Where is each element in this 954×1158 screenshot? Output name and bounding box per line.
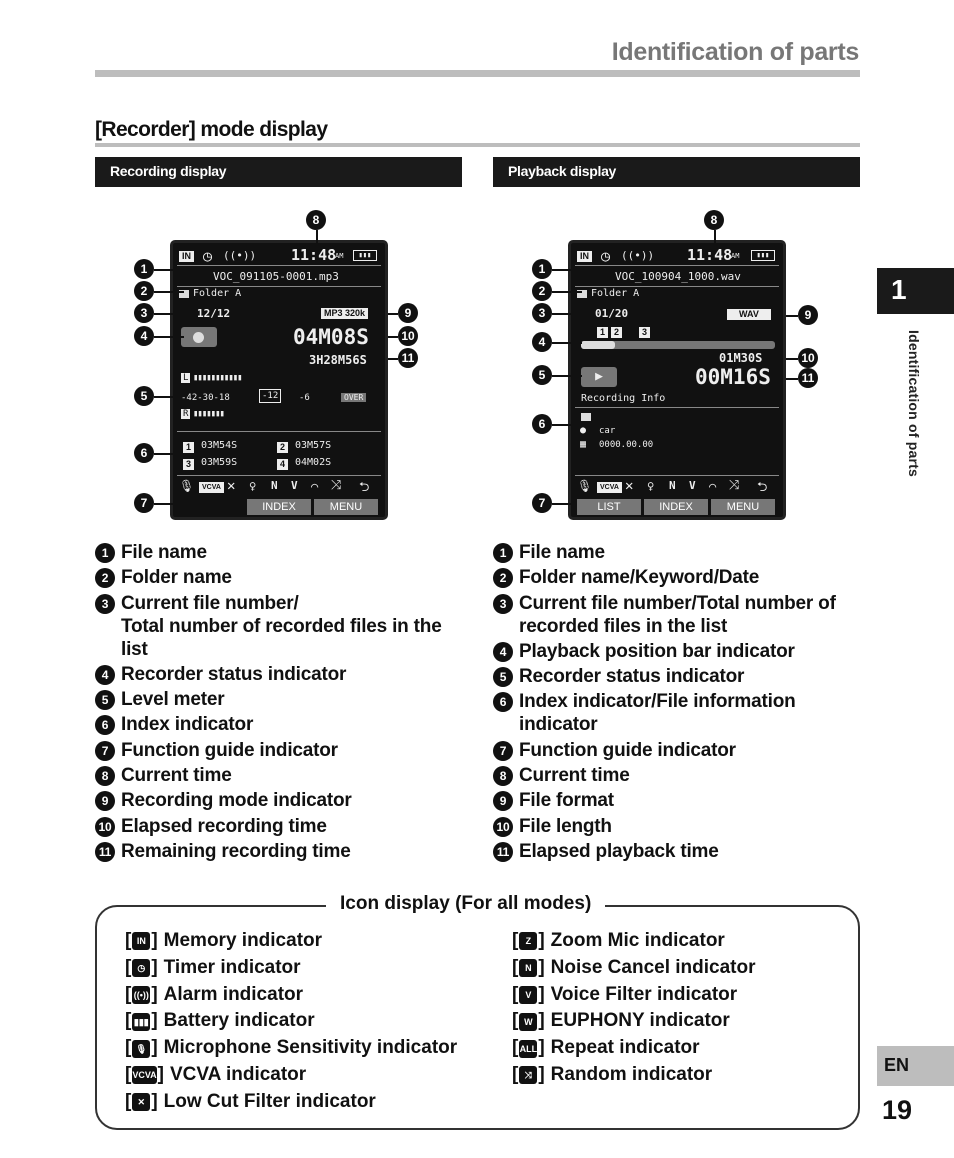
- recording-display-screen: [170, 240, 388, 520]
- item-text: Elapsed playback time: [519, 840, 719, 862]
- level-scale: -42-30-18: [181, 393, 230, 403]
- date-value: 0000.00.00: [599, 440, 654, 450]
- play-callout-line: [552, 291, 582, 293]
- recording-part-item: [95, 815, 455, 838]
- level-r-label: R: [183, 409, 189, 419]
- legend-text: Random indicator: [550, 1063, 713, 1085]
- playback-part-item: [493, 541, 863, 564]
- low-cut-filter-icon: ✕: [625, 478, 634, 494]
- item-number: 5: [493, 667, 513, 687]
- item-text: File length: [519, 815, 612, 837]
- item-number: 1: [95, 543, 115, 563]
- legend-icon: ✕: [132, 1093, 150, 1111]
- recording-part-item: [95, 713, 455, 736]
- section-title: [Recorder] mode display: [95, 118, 328, 141]
- play-callout-8: 8: [704, 210, 724, 230]
- zoom-mic-icon: ♀: [647, 479, 655, 493]
- voice-filter-icon: V: [291, 479, 298, 492]
- rec-callout-1: 1: [134, 259, 154, 279]
- item-number: 8: [493, 766, 513, 786]
- item-text: Playback position bar indicator: [519, 640, 795, 662]
- item-number: 7: [95, 741, 115, 761]
- item-text: Recorder status indicator: [519, 666, 745, 688]
- rec-callout-line: [154, 269, 184, 271]
- calendar-icon: ▦: [580, 439, 587, 450]
- legend-icon: ◷: [132, 959, 150, 977]
- item-number: 3: [493, 594, 513, 614]
- item-number: 4: [95, 665, 115, 685]
- item-number: 10: [95, 817, 115, 837]
- play-status-icon: ▶: [581, 367, 617, 387]
- keyword-value: car: [599, 426, 616, 436]
- play-callout-line: [552, 313, 582, 315]
- icon-legend-row: [ ◷ ] Timer indicator: [125, 955, 457, 982]
- item-text: File name: [121, 542, 207, 563]
- play-callout-7: 7: [532, 493, 552, 513]
- section-rule: [95, 143, 860, 147]
- file-length: 01M30S: [719, 351, 763, 365]
- legend-icon: VCVA: [132, 1066, 156, 1084]
- menu-button: MENU: [711, 499, 775, 515]
- playback-part-item: [493, 840, 863, 863]
- random-icon: ⤨: [331, 478, 342, 493]
- random-icon: ⤨: [729, 478, 740, 493]
- vcva-icon: VCVA: [597, 482, 622, 493]
- rec-callout-7: 7: [134, 493, 154, 513]
- rec-callout-line: [154, 503, 176, 505]
- icon-list-left: [125, 928, 457, 1116]
- play-callout-line: [552, 424, 574, 426]
- noise-cancel-icon: N: [669, 479, 676, 492]
- item-text: Elapsed recording time: [121, 815, 327, 837]
- item-text: Current file number/ Total number of recorded files in the list: [121, 592, 442, 660]
- recording-part-item: [95, 789, 455, 812]
- play-callout-line: [714, 230, 716, 244]
- level-six: -6: [299, 393, 310, 403]
- rec-callout-10: 10: [398, 326, 418, 346]
- item-number: 10: [493, 817, 513, 837]
- playback-part-item: [493, 815, 863, 838]
- item-text: Remaining recording time: [121, 840, 351, 862]
- legend-text: EUPHONY indicator: [550, 1010, 730, 1032]
- mic-sensitivity-icon: 🎙: [179, 479, 195, 493]
- separator: [177, 431, 381, 432]
- elapsed-playback-time: 00M16S: [695, 365, 771, 389]
- low-cut-filter-icon: ✕: [227, 478, 236, 494]
- rec-callout-4: 4: [134, 326, 154, 346]
- euphony-icon: ⌒: [311, 479, 319, 493]
- item-text: Function guide indicator: [121, 739, 338, 761]
- playback-part-item: [493, 764, 863, 787]
- icon-legend-row: [ IN ] Memory indicator: [125, 928, 457, 955]
- item-number: 3: [95, 594, 115, 614]
- rec-callout-line: [316, 230, 318, 244]
- playback-part-item: [493, 665, 863, 688]
- list-button: LIST: [577, 499, 641, 515]
- item-number: 5: [95, 690, 115, 710]
- item-text: Recording mode indicator: [121, 790, 352, 812]
- level-bar-l: ▮▮▮▮▮▮▮▮▮▮▮: [193, 373, 242, 383]
- rec-callout-line: [154, 396, 176, 398]
- play-callout-1: 1: [532, 259, 552, 279]
- folder-name: Folder A: [193, 288, 242, 299]
- level-bar-r: ▮▮▮▮▮▮▮: [193, 409, 224, 419]
- play-callout-2: 2: [532, 281, 552, 301]
- item-text: Function guide indicator: [519, 739, 736, 761]
- play-callout-line: [786, 315, 798, 317]
- folder-icon: [581, 413, 591, 421]
- playback-display-screen: [568, 240, 786, 520]
- icon-legend-row: [ 🎙 ] Microphone Sensitivity indicator: [125, 1035, 457, 1062]
- legend-text: Voice Filter indicator: [550, 983, 738, 1005]
- file-name: VOC_100904_1000.wav: [615, 270, 741, 283]
- playback-part-item: [493, 739, 863, 762]
- play-callout-line: [786, 378, 798, 380]
- icon-legend-row: [ ✕ ] Low Cut Filter indicator: [125, 1089, 457, 1116]
- playback-part-item: [493, 592, 863, 638]
- mic-sensitivity-icon: 🎙: [577, 479, 593, 493]
- item-number: 9: [95, 791, 115, 811]
- index-time: 03M54S: [201, 440, 238, 451]
- rec-callout-5: 5: [134, 386, 154, 406]
- playback-part-item: [493, 566, 863, 589]
- item-number: 11: [95, 842, 115, 862]
- index-button: INDEX: [644, 499, 708, 515]
- repeat-icon: ⮌: [359, 480, 370, 495]
- icon-legend-row: [ ⤨ ] Random indicator: [512, 1062, 756, 1089]
- legend-icon: Z: [519, 932, 537, 950]
- battery-icon: ▮▮▮: [353, 250, 377, 261]
- rec-callout-8: 8: [306, 210, 326, 230]
- index-time: 04M02S: [295, 457, 332, 468]
- legend-icon: N: [519, 959, 537, 977]
- index-number: 2: [277, 442, 288, 453]
- play-callout-10: 10: [798, 348, 818, 368]
- item-number: 2: [493, 568, 513, 588]
- recording-info-title: Recording Info: [581, 393, 666, 404]
- icon-legend-row: [ ((•)) ] Alarm indicator: [125, 982, 457, 1009]
- rec-callout-2: 2: [134, 281, 154, 301]
- recording-part-item: [95, 739, 455, 762]
- icon-legend-row: [ N ] Noise Cancel indicator: [512, 955, 756, 982]
- file-number: 12/12: [197, 307, 231, 320]
- icon-display-title: Icon display (For all modes): [326, 893, 605, 915]
- legend-icon: W: [519, 1013, 537, 1031]
- menu-button: MENU: [314, 499, 378, 515]
- index-number: 3: [183, 459, 194, 470]
- item-number: 8: [95, 766, 115, 786]
- timer-icon: ◷: [203, 247, 213, 265]
- separator: [575, 407, 779, 408]
- play-callout-line: [786, 358, 798, 360]
- keyword-icon: ●: [580, 425, 587, 436]
- item-number: 11: [493, 842, 513, 862]
- index-number: 4: [277, 459, 288, 470]
- level-marker: -12: [259, 389, 281, 403]
- item-text: File name: [519, 542, 605, 563]
- recording-part-item: [95, 663, 455, 686]
- item-text: Folder name/Keyword/Date: [519, 567, 760, 589]
- index-mark: 3: [639, 327, 650, 338]
- page-number: 19: [882, 1095, 913, 1125]
- recording-part-item: [95, 764, 455, 787]
- legend-icon: ▮▮▮: [132, 1013, 150, 1031]
- legend-icon: ALL: [519, 1040, 537, 1058]
- rec-callout-line: [154, 453, 176, 455]
- rec-callout-line: [154, 313, 184, 315]
- recording-part-item: [95, 592, 455, 661]
- playback-part-item: [493, 640, 863, 663]
- language-tab: EN: [877, 1046, 954, 1086]
- legend-text: Alarm indicator: [163, 983, 304, 1005]
- elapsed-recording-time: 04M08S: [293, 325, 369, 349]
- file-format-indicator: WAV: [727, 309, 771, 320]
- play-callout-5: 5: [532, 365, 552, 385]
- icon-legend-row: [ Z ] Zoom Mic indicator: [512, 928, 756, 955]
- item-text: Current file number/Total number of recorded files in the list: [519, 592, 836, 637]
- item-text: Current time: [519, 765, 630, 787]
- level-over: OVER: [341, 393, 366, 402]
- separator: [177, 475, 381, 476]
- legend-icon: ((•)): [132, 986, 150, 1004]
- item-text: Current time: [121, 765, 232, 787]
- legend-text: VCVA indicator: [170, 1063, 307, 1085]
- play-callout-11: 11: [798, 368, 818, 388]
- legend-icon: IN: [132, 932, 150, 950]
- current-time: 11:48: [291, 246, 337, 264]
- recording-part-item: [95, 541, 455, 564]
- icon-legend-row: [ ALL ] Repeat indicator: [512, 1035, 756, 1062]
- legend-text: Battery indicator: [163, 1010, 315, 1032]
- icon-legend-row: [ VCVA ] VCVA indicator: [125, 1062, 457, 1089]
- vcva-icon: VCVA: [199, 482, 224, 493]
- chapter-tab: 1: [877, 268, 954, 314]
- timer-icon: ◷: [601, 247, 611, 265]
- separator: [177, 265, 381, 266]
- icon-legend-row: [ W ] EUPHONY indicator: [512, 1008, 756, 1035]
- icon-list-right: [512, 928, 756, 1089]
- repeat-icon: ⮌: [757, 480, 768, 495]
- current-time-ampm: AM: [731, 252, 740, 260]
- legend-icon: V: [519, 986, 537, 1004]
- item-number: 2: [95, 568, 115, 588]
- battery-icon: ▮▮▮: [751, 250, 775, 261]
- play-callout-6: 6: [532, 414, 552, 434]
- index-button: INDEX: [247, 499, 311, 515]
- rec-callout-line: [388, 313, 398, 315]
- rec-callout-line: [154, 291, 184, 293]
- legend-text: Memory indicator: [163, 930, 323, 951]
- recording-parts-list: [95, 541, 455, 865]
- rec-callout-11: 11: [398, 348, 418, 368]
- voice-filter-icon: V: [689, 479, 696, 492]
- item-text: File format: [519, 790, 614, 812]
- playback-display-heading: Playback display: [493, 157, 860, 187]
- legend-text: Noise Cancel indicator: [550, 956, 756, 978]
- page-header-title: Identification of parts: [611, 38, 859, 66]
- legend-icon: 🎙: [132, 1040, 150, 1058]
- zoom-mic-icon: ♀: [249, 479, 257, 493]
- item-number: 9: [493, 791, 513, 811]
- current-time: 11:48: [687, 246, 733, 264]
- header-rule: [95, 70, 860, 77]
- rec-callout-6: 6: [134, 443, 154, 463]
- legend-text: Low Cut Filter indicator: [163, 1090, 376, 1112]
- playback-part-item: [493, 789, 863, 812]
- alarm-icon: ((•)): [223, 249, 257, 262]
- recording-part-item: [95, 840, 455, 863]
- current-time-ampm: AM: [335, 252, 344, 260]
- icon-legend-row: [ V ] Voice Filter indicator: [512, 982, 756, 1009]
- separator: [575, 475, 779, 476]
- separator: [177, 286, 381, 287]
- rec-callout-line: [388, 336, 398, 338]
- recording-mode-indicator: MP3 320k: [321, 308, 368, 319]
- euphony-icon: ⌒: [709, 479, 717, 493]
- recording-part-item: [95, 566, 455, 589]
- play-callout-line: [552, 269, 582, 271]
- item-number: 7: [493, 741, 513, 761]
- memory-in-icon: IN: [577, 251, 592, 262]
- legend-icon: ⤨: [519, 1066, 537, 1084]
- play-callout-line: [552, 342, 582, 344]
- file-name: VOC_091105-0001.mp3: [213, 270, 339, 283]
- separator: [575, 286, 779, 287]
- legend-text: Timer indicator: [163, 956, 301, 978]
- index-time: 03M59S: [201, 457, 238, 468]
- item-text: Recorder status indicator: [121, 663, 347, 685]
- chapter-side-label: Identification of parts: [906, 330, 922, 477]
- index-mark: 2: [611, 327, 622, 338]
- item-number: 6: [493, 692, 513, 712]
- index-time: 03M57S: [295, 440, 332, 451]
- index-number: 1: [183, 442, 194, 453]
- item-text: Index indicator: [121, 714, 254, 736]
- play-callout-line: [552, 503, 574, 505]
- record-dot-icon: [193, 332, 204, 343]
- rec-callout-3: 3: [134, 303, 154, 323]
- playback-position-fill: [581, 341, 615, 349]
- recording-display-heading: Recording display: [95, 157, 462, 187]
- playback-parts-list: [493, 541, 863, 865]
- play-callout-line: [552, 375, 582, 377]
- item-number: 1: [493, 543, 513, 563]
- play-callout-3: 3: [532, 303, 552, 323]
- icon-legend-row: [ ▮▮▮ ] Battery indicator: [125, 1008, 457, 1035]
- folder-name: Folder A: [591, 288, 640, 299]
- rec-callout-9: 9: [398, 303, 418, 323]
- item-number: 4: [493, 642, 513, 662]
- play-callout-9: 9: [798, 305, 818, 325]
- rec-callout-line: [154, 336, 184, 338]
- alarm-icon: ((•)): [621, 249, 655, 262]
- item-text: Level meter: [121, 689, 225, 711]
- legend-text: Repeat indicator: [550, 1037, 700, 1059]
- item-text: Index indicator/File information indicator: [519, 691, 796, 736]
- recording-part-item: [95, 688, 455, 711]
- rec-callout-line: [388, 358, 398, 360]
- item-text: Folder name: [121, 567, 232, 589]
- level-l-label: L: [183, 373, 189, 383]
- memory-in-icon: IN: [179, 251, 194, 262]
- separator: [575, 265, 779, 266]
- item-number: 6: [95, 715, 115, 735]
- noise-cancel-icon: N: [271, 479, 278, 492]
- legend-text: Zoom Mic indicator: [550, 930, 725, 951]
- file-number: 01/20: [595, 307, 629, 320]
- legend-text: Microphone Sensitivity indicator: [163, 1037, 458, 1059]
- playback-part-item: [493, 690, 863, 736]
- index-mark: 1: [597, 327, 608, 338]
- remaining-recording-time: 3H28M56S: [309, 353, 367, 367]
- play-callout-4: 4: [532, 332, 552, 352]
